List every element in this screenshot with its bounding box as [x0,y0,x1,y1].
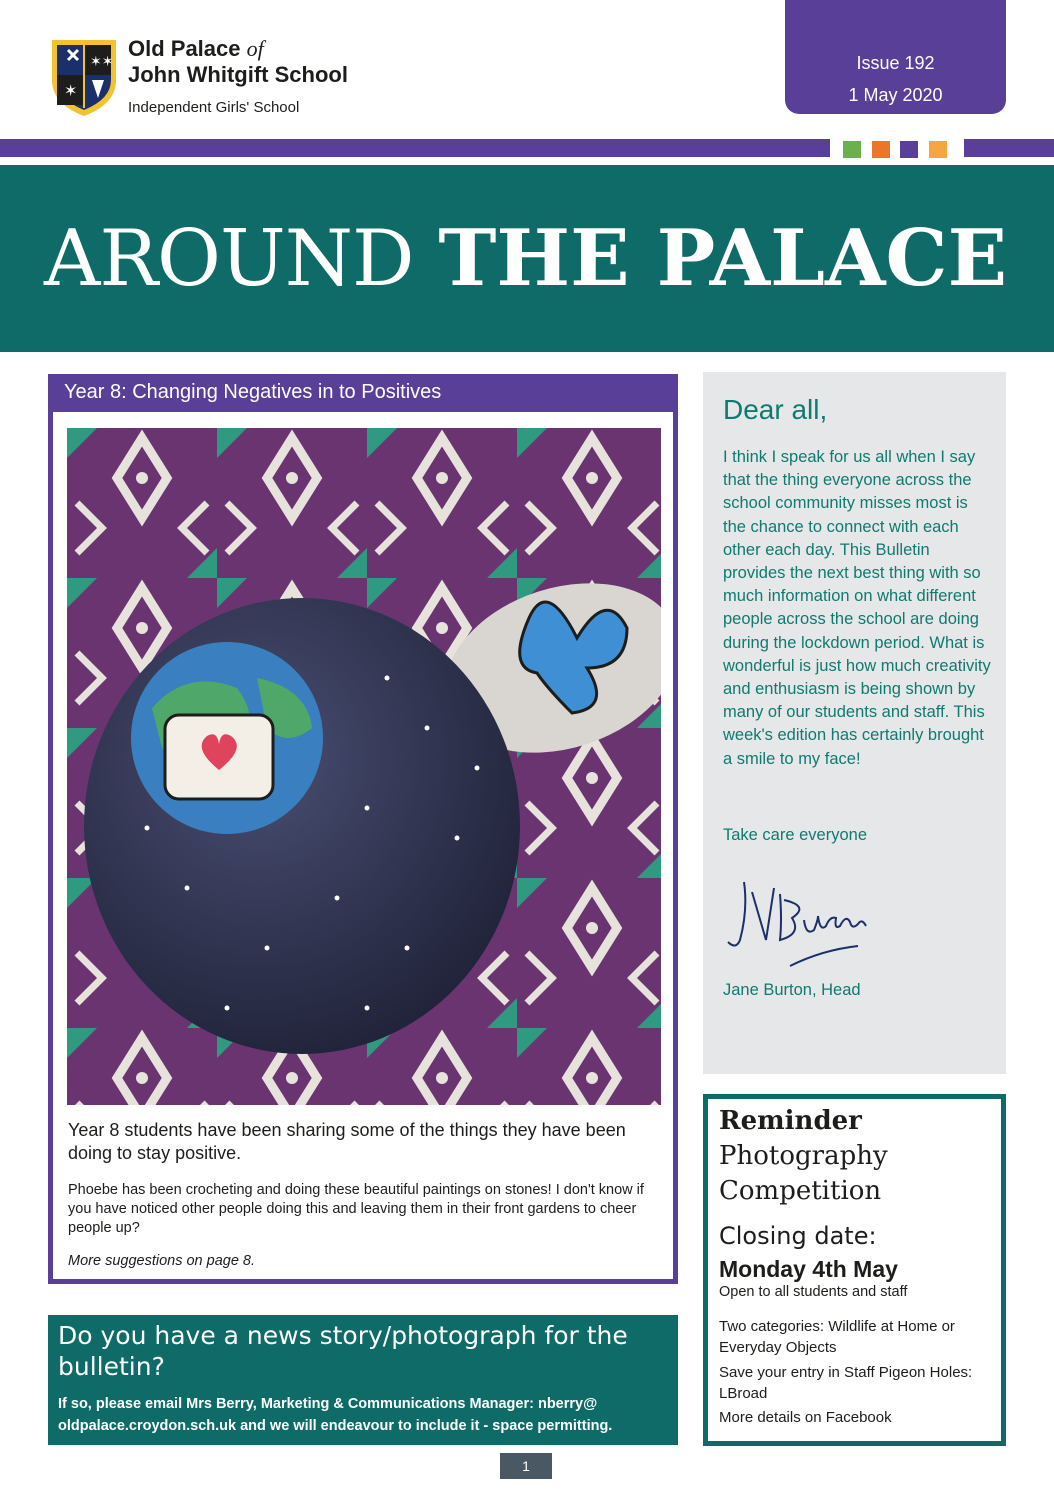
green-square [843,141,861,158]
purple-square [900,141,918,158]
reminder-closing-date: Monday 4th May [719,1256,898,1282]
letter-signatory: Jane Burton, Head [723,981,861,999]
reminder-open-to: Open to all students and staff [719,1284,908,1300]
page-number: 1 [500,1453,552,1479]
school-subtitle: Independent Girls' School [128,99,300,116]
article-heading: Year 8: Changing Negatives in to Positives [48,374,678,412]
letter-greeting: Dear all, [723,394,828,425]
issue-number: Issue 192 [856,53,935,73]
reminder-more: More details on Facebook [719,1409,892,1426]
news-callout-title: Do you have a news story/photograph for the bulletin? [58,1321,628,1381]
svg-text:✶✶: ✶✶ [90,54,114,70]
orange-square [872,141,890,158]
reminder-title: Reminder [719,1106,862,1136]
yellow-square [929,141,947,158]
handwritten-signature [722,870,872,970]
article-photo [67,428,661,1105]
school-crest-icon [48,36,120,118]
svg-text:✶: ✶ [64,81,78,100]
letter-closing: Take care everyone [723,826,867,844]
issue-box [785,0,1006,114]
letter-body: I think I speak for us all when I say that the thing everyone across the school community misses most is the chance to connect with each other each day. This Bulletin provides the next best thing with so much information on what different people across the school are doing during the lockdown period. What is wonderful is just how much creativity and enthusiasm is being shown by many of our students and staff. This week's edition has certainly brought a smile to my face! [723,448,991,768]
school-name-line1: Old Palace [128,36,241,61]
issue-date: 1 May 2020 [848,85,943,105]
reminder-closing-label: Closing date: [719,1222,877,1250]
school-name-of: of [246,36,264,61]
reminder-categories: Two categories: Wildlife at Home or Everyday Objects [719,1318,955,1356]
page-title-light: AROUND [44,214,414,304]
page-title [44,204,1007,314]
article-body: Phoebe has been crocheting and doing these beautiful paintings on stones! I don't know if you have noticed other people doing this and leaving them in their front gardens to cheer people up? [68,1182,644,1236]
page-title-bold: THE PALACE [438,213,1008,304]
reminder-save: Save your entry in Staff Pigeon Holes: LBroad [719,1364,973,1402]
article-more-link: More suggestions on page 8. [68,1253,256,1269]
news-callout-body: If so, please email Mrs Berry, Marketing & Communications Manager: nberry@ oldpalace.croydon.sch.uk and we will endeavour to include it - space permitting. [58,1396,613,1434]
reminder-subtitle: Photography Competition [719,1141,888,1206]
article-lead: Year 8 students have been sharing some of the things they have been doing to stay positive. [68,1120,626,1163]
school-name-line2: John Whitgift School [128,62,348,87]
school-name [128,36,348,88]
